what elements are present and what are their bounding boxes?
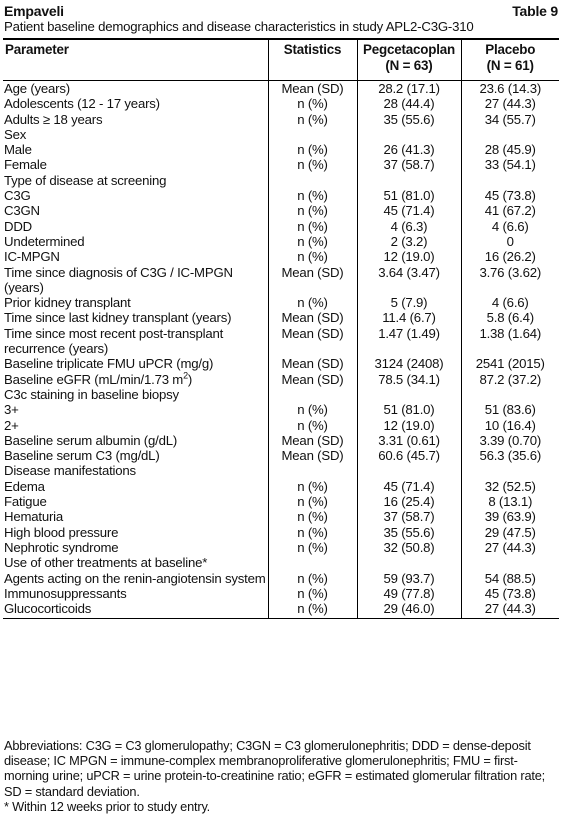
row-pegcetacoplan-value: 2 (3.2) (357, 234, 461, 249)
row-pegcetacoplan-value: 49 (77.8) (357, 586, 461, 601)
row-statistic: Mean (SD) (268, 448, 357, 463)
table-row (3, 326, 559, 357)
col-header-placebo-name: Placebo (485, 42, 536, 57)
row-pegcetacoplan-value (357, 387, 461, 402)
row-statistic (268, 127, 357, 142)
row-pegcetacoplan-value: 37 (58.7) (357, 509, 461, 524)
row-label (3, 372, 268, 387)
row-label-text: 3+ (4, 402, 19, 418)
document-header (4, 3, 558, 20)
row-placebo-value: 41 (67.2) (461, 203, 559, 218)
table-number: Table 9 (512, 3, 558, 19)
row-pegcetacoplan-value: 32 (50.8) (357, 540, 461, 555)
row-label-text: Sex (4, 126, 27, 142)
table-row (3, 142, 559, 157)
row-pegcetacoplan-value: 45 (71.4) (357, 479, 461, 494)
row-label-text: Age (years) (4, 81, 70, 96)
row-label (3, 310, 268, 325)
table-row (3, 372, 559, 387)
row-pegcetacoplan-value: 28 (44.4) (357, 96, 461, 111)
row-statistic: Mean (SD) (268, 265, 357, 296)
row-placebo-value: 8 (13.1) (461, 494, 559, 509)
row-statistic: Mean (SD) (268, 372, 357, 387)
row-statistic (268, 173, 357, 188)
row-placebo-value: 34 (55.7) (461, 112, 559, 127)
row-placebo-value: 45 (73.8) (461, 586, 559, 601)
row-placebo-value: 39 (63.9) (461, 509, 559, 524)
table-row (3, 525, 559, 540)
row-statistic: n (%) (268, 188, 357, 203)
row-label (3, 433, 268, 448)
table-row (3, 418, 559, 433)
row-placebo-value: 4 (6.6) (461, 219, 559, 234)
row-label-text: Time since most recent post-transplant recurrence (years) (4, 325, 224, 357)
row-placebo-value: 10 (16.4) (461, 418, 559, 433)
table-row (3, 157, 559, 172)
row-label (3, 387, 268, 402)
row-placebo-value (461, 463, 559, 478)
table-row (3, 601, 559, 619)
row-statistic: n (%) (268, 234, 357, 249)
row-label-text: Prior kidney transplant (4, 295, 131, 311)
row-label-text: DDD (4, 218, 32, 234)
row-placebo-value: 27 (44.3) (461, 96, 559, 111)
row-label-text: C3c staining in baseline biopsy (4, 386, 179, 402)
row-statistic: n (%) (268, 219, 357, 234)
row-label (3, 127, 268, 142)
row-label-text: Female (4, 157, 47, 173)
row-statistic: n (%) (268, 525, 357, 540)
row-label-text: Edema (4, 478, 45, 494)
abbreviations-note: Abbreviations: C3G = C3 glomerulopathy; C3GN = C3 glomerulonephritis; DDD = dense-deposit disease; IC MPGN = immune-complex membranoproliferative glomerulonephritis; FMU = first-morning urine; uPCR = urine protein-to-creatinine ratio; eGFR = estimated glomerular filtration rate; SD = standard deviation. (4, 738, 545, 799)
row-pegcetacoplan-value: 12 (19.0) (357, 418, 461, 433)
row-statistic (268, 387, 357, 402)
row-pegcetacoplan-value (357, 555, 461, 570)
table-row (3, 203, 559, 218)
row-label (3, 509, 268, 524)
row-pegcetacoplan-value: 4 (6.3) (357, 219, 461, 234)
row-pegcetacoplan-value: 16 (25.4) (357, 494, 461, 509)
row-pegcetacoplan-value: 3124 (2408) (357, 356, 461, 371)
row-label (3, 234, 268, 249)
row-pegcetacoplan-value: 5 (7.9) (357, 295, 461, 310)
row-statistic: Mean (SD) (268, 356, 357, 371)
col-header-pegcetacoplan-name: Pegcetacoplan (363, 42, 455, 57)
row-placebo-value: 3.39 (0.70) (461, 433, 559, 448)
row-label-text: High blood pressure (4, 524, 119, 540)
row-placebo-value (461, 173, 559, 188)
row-statistic: n (%) (268, 157, 357, 172)
row-label (3, 188, 268, 203)
row-label-text: Nephrotic syndrome (4, 539, 119, 555)
row-statistic: n (%) (268, 295, 357, 310)
table-row (3, 127, 559, 142)
table-row (3, 571, 559, 586)
row-statistic: n (%) (268, 494, 357, 509)
row-label-text: Type of disease at screening (4, 172, 167, 188)
row-label-text: 2+ (4, 417, 19, 433)
row-pegcetacoplan-value: 26 (41.3) (357, 142, 461, 157)
row-label-text: Glucocorticoids (4, 601, 92, 617)
row-label (3, 203, 268, 218)
row-pegcetacoplan-value: 28.2 (17.1) (357, 81, 461, 97)
col-header-statistics: Statistics (268, 39, 357, 81)
row-pegcetacoplan-value: 1.47 (1.49) (357, 326, 461, 357)
row-statistic: n (%) (268, 479, 357, 494)
row-placebo-value (461, 387, 559, 402)
row-statistic: n (%) (268, 203, 357, 218)
row-placebo-value: 51 (83.6) (461, 402, 559, 417)
row-label (3, 295, 268, 310)
row-placebo-value: 16 (26.2) (461, 249, 559, 264)
row-pegcetacoplan-value: 45 (71.4) (357, 203, 461, 218)
row-placebo-value: 28 (45.9) (461, 142, 559, 157)
row-statistic: n (%) (268, 418, 357, 433)
row-label (3, 112, 268, 127)
table-footnotes (4, 738, 556, 814)
table-row (3, 387, 559, 402)
table-row (3, 310, 559, 325)
row-statistic: n (%) (268, 96, 357, 111)
table-row (3, 509, 559, 524)
row-pegcetacoplan-value: 11.4 (6.7) (357, 310, 461, 325)
row-label-tail: ) (187, 371, 193, 387)
row-placebo-value: 33 (54.1) (461, 157, 559, 172)
row-label (3, 81, 268, 97)
row-pegcetacoplan-value: 59 (93.7) (357, 571, 461, 586)
row-statistic: n (%) (268, 249, 357, 264)
row-statistic: n (%) (268, 601, 357, 619)
table-row (3, 433, 559, 448)
row-placebo-value: 29 (47.5) (461, 525, 559, 540)
row-statistic (268, 555, 357, 570)
row-label (3, 479, 268, 494)
row-label-superscript: 2 (183, 370, 188, 381)
col-header-parameter: Parameter (3, 39, 268, 81)
row-pegcetacoplan-value: 37 (58.7) (357, 157, 461, 172)
table-row (3, 188, 559, 203)
row-pegcetacoplan-value: 35 (55.6) (357, 112, 461, 127)
row-label (3, 157, 268, 172)
row-label-text: Male (4, 142, 32, 158)
row-statistic: n (%) (268, 571, 357, 586)
table-row (3, 96, 559, 111)
table-row (3, 494, 559, 509)
row-label-text: Immunosuppressants (4, 585, 127, 601)
table-row (3, 173, 559, 188)
col-header-placebo-n: (N = 61) (486, 57, 534, 73)
row-label (3, 463, 268, 478)
row-placebo-value: 54 (88.5) (461, 571, 559, 586)
row-pegcetacoplan-value: 35 (55.6) (357, 525, 461, 540)
table-row (3, 265, 559, 296)
asterisk-note: * Within 12 weeks prior to study entry. (4, 798, 211, 814)
row-pegcetacoplan-value (357, 127, 461, 142)
row-placebo-value: 23.6 (14.3) (461, 81, 559, 97)
row-label (3, 571, 268, 586)
row-pegcetacoplan-value: 12 (19.0) (357, 249, 461, 264)
row-placebo-value: 87.2 (37.2) (461, 372, 559, 387)
row-pegcetacoplan-value: 51 (81.0) (357, 402, 461, 417)
row-label (3, 249, 268, 264)
row-label-text: Baseline serum C3 (mg/dL) (4, 448, 160, 464)
table-row (3, 356, 559, 371)
row-label-text: Undetermined (4, 233, 85, 249)
row-placebo-value: 5.8 (6.4) (461, 310, 559, 325)
row-label (3, 494, 268, 509)
row-label-text: Hematuria (4, 509, 64, 525)
table-caption: Patient baseline demographics and disease characteristics in study APL2-C3G-310 (4, 19, 474, 34)
row-statistic: n (%) (268, 112, 357, 127)
row-label-text: Fatigue (4, 494, 47, 510)
row-pegcetacoplan-value: 29 (46.0) (357, 601, 461, 619)
table-row (3, 295, 559, 310)
row-pegcetacoplan-value: 60.6 (45.7) (357, 448, 461, 463)
row-statistic: n (%) (268, 586, 357, 601)
col-header-placebo (461, 39, 559, 81)
baseline-characteristics-table (3, 38, 559, 619)
row-placebo-value: 4 (6.6) (461, 295, 559, 310)
col-header-pegcetacoplan-n: (N = 63) (385, 57, 433, 73)
row-statistic (268, 463, 357, 478)
row-pegcetacoplan-value: 51 (81.0) (357, 188, 461, 203)
row-placebo-value: 27 (44.3) (461, 540, 559, 555)
table-row (3, 112, 559, 127)
table-row (3, 586, 559, 601)
row-statistic: n (%) (268, 540, 357, 555)
row-statistic: Mean (SD) (268, 433, 357, 448)
row-label-text: Use of other treatments at baseline* (4, 555, 208, 571)
row-label (3, 402, 268, 417)
row-statistic: n (%) (268, 402, 357, 417)
row-label-text: Baseline triplicate FMU uPCR (mg/g) (4, 356, 214, 372)
row-placebo-value (461, 127, 559, 142)
row-label-text: Time since last kidney transplant (years) (4, 310, 232, 326)
table-row (3, 555, 559, 570)
table-row (3, 463, 559, 478)
row-statistic: n (%) (268, 142, 357, 157)
row-pegcetacoplan-value: 78.5 (34.1) (357, 372, 461, 387)
row-statistic: Mean (SD) (268, 310, 357, 325)
row-placebo-value: 1.38 (1.64) (461, 326, 559, 357)
row-label-text: C3G (4, 188, 31, 204)
table-body (3, 81, 559, 619)
row-label-text: IC-MPGN (4, 249, 60, 265)
table-header-row (3, 39, 559, 81)
row-placebo-value: 0 (461, 234, 559, 249)
row-label-text: Agents acting on the renin-angiotensin system (4, 570, 266, 586)
row-label (3, 356, 268, 371)
row-label (3, 142, 268, 157)
row-label (3, 96, 268, 111)
row-statistic: Mean (SD) (268, 81, 357, 97)
row-placebo-value: 32 (52.5) (461, 479, 559, 494)
row-statistic: Mean (SD) (268, 326, 357, 357)
row-label-text: Baseline serum albumin (g/dL) (4, 432, 178, 448)
row-pegcetacoplan-value (357, 173, 461, 188)
table-row (3, 448, 559, 463)
brand-name: Empaveli (4, 3, 64, 19)
row-label (3, 555, 268, 570)
row-label (3, 173, 268, 188)
row-label (3, 326, 268, 357)
col-header-pegcetacoplan (357, 39, 461, 81)
table-row (3, 540, 559, 555)
table-row (3, 402, 559, 417)
row-label (3, 418, 268, 433)
row-label-text: Adults ≥ 18 years (4, 111, 103, 127)
row-label-text: C3GN (4, 203, 40, 219)
row-statistic: n (%) (268, 509, 357, 524)
table-row (3, 219, 559, 234)
row-label (3, 525, 268, 540)
row-label (3, 448, 268, 463)
table-row (3, 479, 559, 494)
row-label (3, 265, 268, 296)
row-label (3, 586, 268, 601)
row-placebo-value (461, 555, 559, 570)
row-placebo-value: 45 (73.8) (461, 188, 559, 203)
baseline-table-container (3, 38, 559, 619)
row-label (3, 601, 268, 619)
row-label (3, 219, 268, 234)
row-pegcetacoplan-value (357, 463, 461, 478)
row-pegcetacoplan-value: 3.31 (0.61) (357, 433, 461, 448)
table-row (3, 81, 559, 97)
table-row (3, 249, 559, 264)
row-pegcetacoplan-value: 3.64 (3.47) (357, 265, 461, 296)
row-placebo-value: 3.76 (3.62) (461, 265, 559, 296)
row-label-text: Adolescents (12 - 17 years) (4, 96, 160, 112)
row-label-text: Baseline eGFR (mL/min/1.73 m (4, 371, 184, 387)
row-label-text: Disease manifestations (4, 463, 136, 479)
row-label (3, 540, 268, 555)
row-placebo-value: 56.3 (35.6) (461, 448, 559, 463)
row-label-text: Time since diagnosis of C3G / IC-MPGN (years) (4, 264, 233, 295)
row-placebo-value: 2541 (2015) (461, 356, 559, 371)
table-row (3, 234, 559, 249)
row-placebo-value: 27 (44.3) (461, 601, 559, 619)
